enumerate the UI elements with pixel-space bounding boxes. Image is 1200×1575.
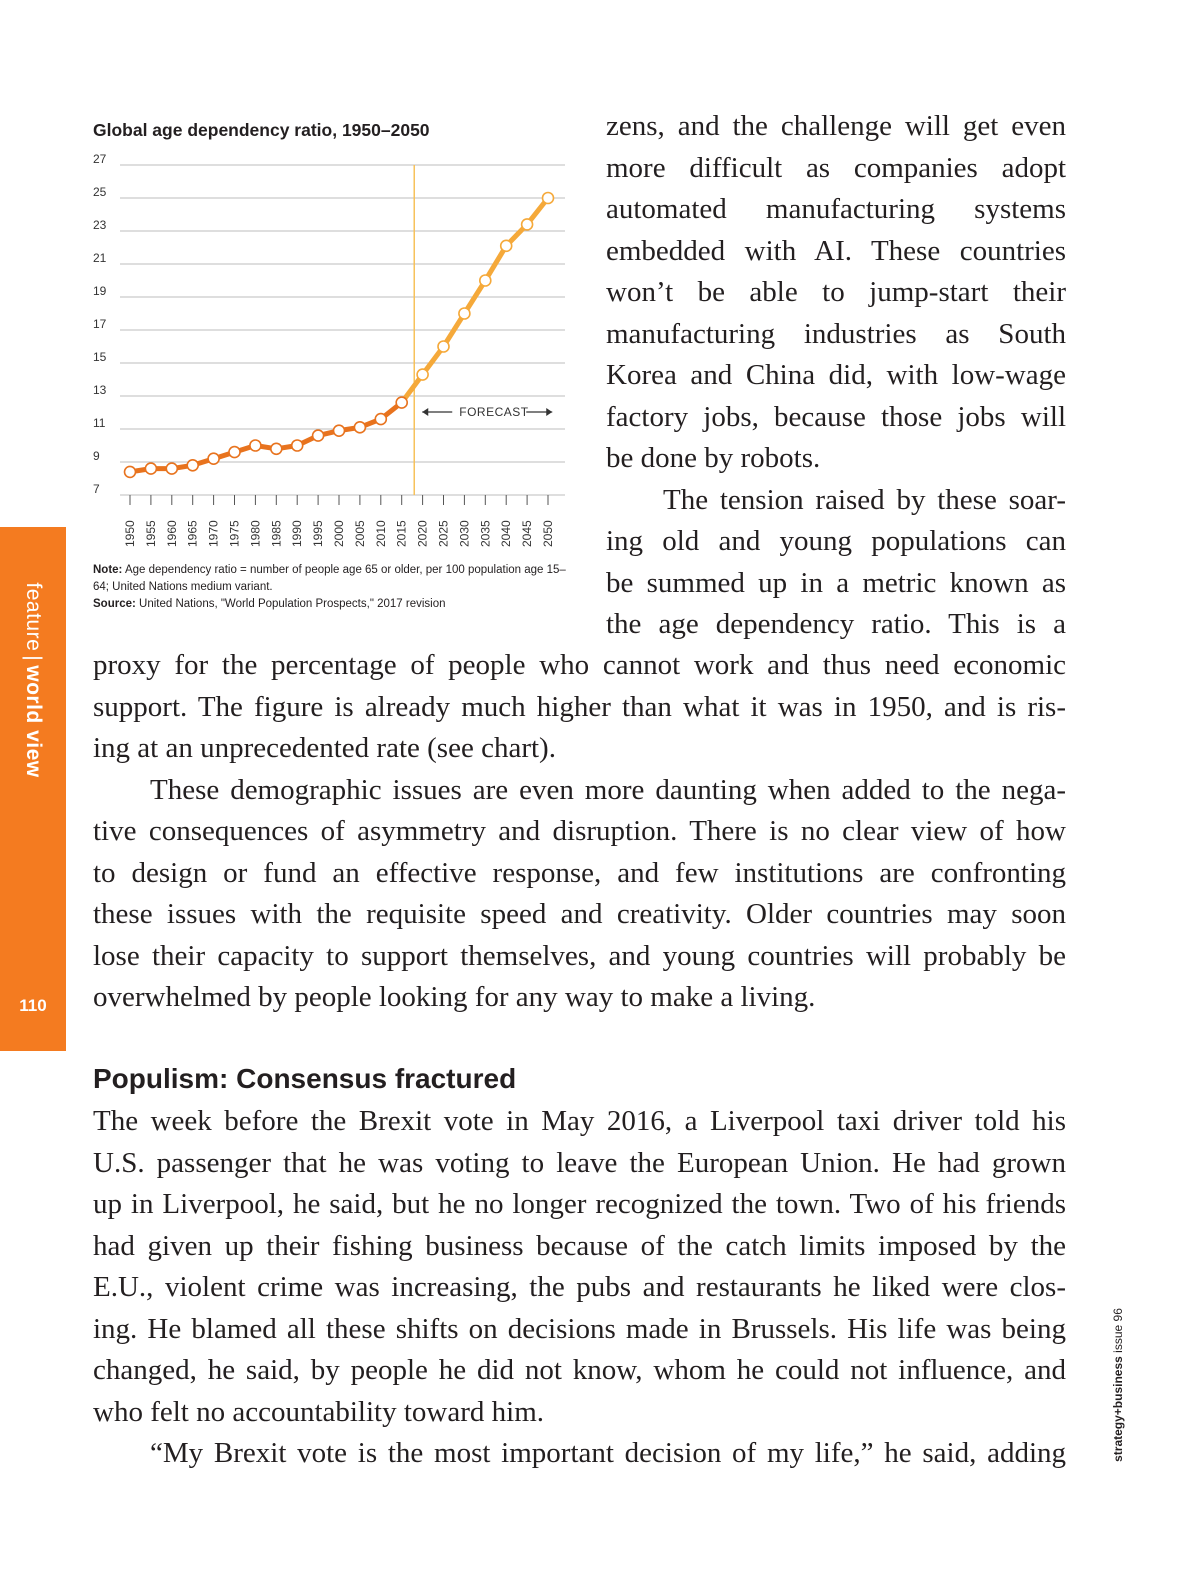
data-point bbox=[313, 430, 324, 441]
section-separator: | bbox=[22, 655, 45, 662]
paragraph bbox=[93, 645, 1066, 770]
text-line: up in Liverpool, he said, but he no longer recognized the town. Two of his friends bbox=[93, 1188, 1066, 1220]
text-line: automated manufacturing systems bbox=[606, 193, 1066, 225]
y-tick-label: 23 bbox=[93, 218, 107, 232]
x-tick-label: 1970 bbox=[206, 520, 221, 547]
data-point bbox=[208, 453, 219, 464]
data-point bbox=[375, 414, 386, 425]
section-body bbox=[93, 1101, 1066, 1475]
text-line: Korea and China did, with low-wage bbox=[606, 359, 1066, 391]
data-point bbox=[125, 466, 136, 477]
y-tick-label: 11 bbox=[93, 416, 106, 430]
data-point bbox=[292, 440, 303, 451]
text-line: more difficult as companies adopt bbox=[606, 151, 1066, 184]
section-name: feature bbox=[22, 582, 45, 652]
x-tick-label: 2040 bbox=[499, 520, 514, 547]
forecast-label: FORECAST bbox=[459, 405, 529, 419]
text-line: embedded with AI. These countries bbox=[606, 234, 1066, 267]
data-point bbox=[501, 240, 512, 251]
text-line: factory jobs, because those jobs will bbox=[606, 400, 1066, 433]
text-line: changed, he said, by people he did not know, whom he could not influence, and bbox=[93, 1354, 1066, 1386]
x-tick-label: 2015 bbox=[394, 520, 409, 547]
x-tick-label: 1960 bbox=[164, 520, 179, 547]
text-line: The week before the Brexit vote in May 2016, a Liverpool taxi driver told his bbox=[93, 1105, 1066, 1137]
chart-title: Global age dependency ratio, 1950–2050 bbox=[93, 120, 430, 140]
paragraph bbox=[93, 1433, 1066, 1475]
paragraph bbox=[93, 1101, 1066, 1433]
paragraph bbox=[606, 480, 1066, 646]
text-line: tive consequences of asymmetry and disruption. There is no clear view of how bbox=[93, 815, 1066, 847]
text-line: zens, and the challenge will get even bbox=[606, 110, 1066, 142]
data-point bbox=[334, 425, 345, 436]
data-point bbox=[522, 219, 533, 230]
x-tick-label: 1975 bbox=[227, 520, 242, 547]
text-line: support. The figure is already much higher than what it was in 1950, and is ris- bbox=[93, 690, 1066, 723]
x-tick-label: 1965 bbox=[185, 520, 200, 547]
x-tick-label: 2000 bbox=[332, 520, 346, 547]
text-line: overwhelmed by people looking for any way to make a living. bbox=[93, 981, 816, 1013]
x-tick-label: 1985 bbox=[269, 520, 284, 547]
issue-number: issue 96 bbox=[1111, 1308, 1125, 1353]
data-point bbox=[417, 369, 428, 380]
note-text: Age dependency ratio = number of people age 65 or older, per 100 population age 15–64; United Nations medium variant. bbox=[93, 564, 566, 593]
x-tick-label: 2050 bbox=[541, 520, 555, 547]
dependency-ratio-chart bbox=[70, 150, 570, 550]
publication-name: strategy+business bbox=[1111, 1356, 1125, 1462]
data-point bbox=[543, 193, 554, 204]
note-label: Note: bbox=[93, 564, 123, 576]
x-tick-label: 2030 bbox=[457, 520, 472, 547]
data-point bbox=[229, 447, 240, 458]
data-point bbox=[480, 275, 491, 286]
page-number: 110 bbox=[19, 996, 47, 1015]
x-tick-label: 1980 bbox=[248, 520, 263, 547]
text-line: manufacturing industries as South bbox=[606, 317, 1066, 350]
data-point bbox=[166, 463, 177, 474]
text-line: These demographic issues are even more daunting when added to the nega- bbox=[150, 773, 1066, 806]
paragraph bbox=[93, 770, 1066, 1019]
forecast-arrowhead-right bbox=[546, 408, 552, 416]
x-tick-label: 2035 bbox=[478, 520, 493, 547]
publication-footer bbox=[1111, 1308, 1125, 1462]
section-label bbox=[21, 582, 45, 777]
x-tick-label: 2005 bbox=[352, 520, 367, 547]
text-line: the age dependency ratio. This is a bbox=[606, 608, 1066, 640]
text-line: ing at an unprecedented rate (see chart). bbox=[93, 732, 556, 764]
text-line: lose their capacity to support themselves, and young countries will probably be bbox=[93, 939, 1066, 972]
body-text bbox=[93, 645, 1066, 1019]
y-tick-label: 13 bbox=[93, 383, 107, 397]
x-tick-label: 2020 bbox=[415, 520, 430, 547]
x-tick-label: 1995 bbox=[311, 520, 326, 547]
text-line: The tension raised by these soar- bbox=[663, 483, 1066, 516]
data-point bbox=[438, 341, 449, 352]
text-line: these issues with the requisite speed and creativity. Older countries may soon bbox=[93, 898, 1066, 930]
text-line: ing. He blamed all these shifts on decisions made in Brussels. His life was being bbox=[93, 1312, 1066, 1345]
text-line: ing old and young populations can bbox=[606, 525, 1066, 557]
x-tick-label: 2025 bbox=[436, 520, 451, 547]
source-label: Source: bbox=[93, 598, 136, 610]
y-tick-label: 25 bbox=[93, 185, 107, 199]
y-tick-label: 27 bbox=[93, 152, 107, 166]
paragraph bbox=[606, 106, 1066, 480]
chart-note bbox=[93, 562, 573, 613]
text-line: had given up their fishing business because of the catch limits imposed by the bbox=[93, 1229, 1066, 1262]
right-column bbox=[606, 106, 1066, 646]
subsection-name: world view bbox=[22, 665, 45, 778]
x-tick-label: 2045 bbox=[520, 520, 535, 547]
text-line: E.U., violent crime was increasing, the pubs and restaurants he liked were clos- bbox=[93, 1271, 1066, 1303]
text-line: “My Brexit vote is the most important decision of my life,” he said, adding bbox=[150, 1437, 1066, 1469]
text-line: U.S. passenger that he was voting to leave the European Union. He had grown bbox=[93, 1146, 1066, 1179]
text-line: proxy for the percentage of people who cannot work and thus need economic bbox=[93, 649, 1066, 681]
data-point bbox=[145, 463, 156, 474]
section-heading: Populism: Consensus fractured bbox=[93, 1063, 517, 1094]
y-tick-label: 17 bbox=[93, 317, 107, 331]
forecast-arrowhead-left bbox=[422, 408, 428, 416]
data-point bbox=[187, 460, 198, 471]
text-line: won’t be able to jump-start their bbox=[606, 276, 1066, 308]
data-point bbox=[250, 440, 261, 451]
y-tick-label: 15 bbox=[93, 350, 107, 364]
x-tick-label: 1990 bbox=[290, 520, 305, 547]
data-point bbox=[271, 443, 282, 454]
text-line: be done by robots. bbox=[606, 442, 821, 474]
y-tick-label: 9 bbox=[93, 449, 100, 463]
text-line: who felt no accountability toward him. bbox=[93, 1395, 545, 1428]
data-point bbox=[396, 397, 407, 408]
y-tick-label: 19 bbox=[93, 284, 107, 298]
text-line: be summed up in a metric known as bbox=[606, 566, 1066, 599]
data-point bbox=[459, 308, 470, 319]
data-point bbox=[354, 422, 365, 433]
x-tick-label: 1950 bbox=[123, 520, 137, 547]
y-tick-label: 21 bbox=[93, 251, 107, 265]
y-tick-label: 7 bbox=[93, 482, 100, 496]
x-tick-label: 2010 bbox=[373, 520, 388, 547]
x-tick-label: 1955 bbox=[143, 520, 158, 547]
source-text: United Nations, "World Population Prospects," 2017 revision bbox=[139, 598, 446, 610]
text-line: to design or fund an effective response, and few institutions are confronting bbox=[93, 856, 1066, 889]
